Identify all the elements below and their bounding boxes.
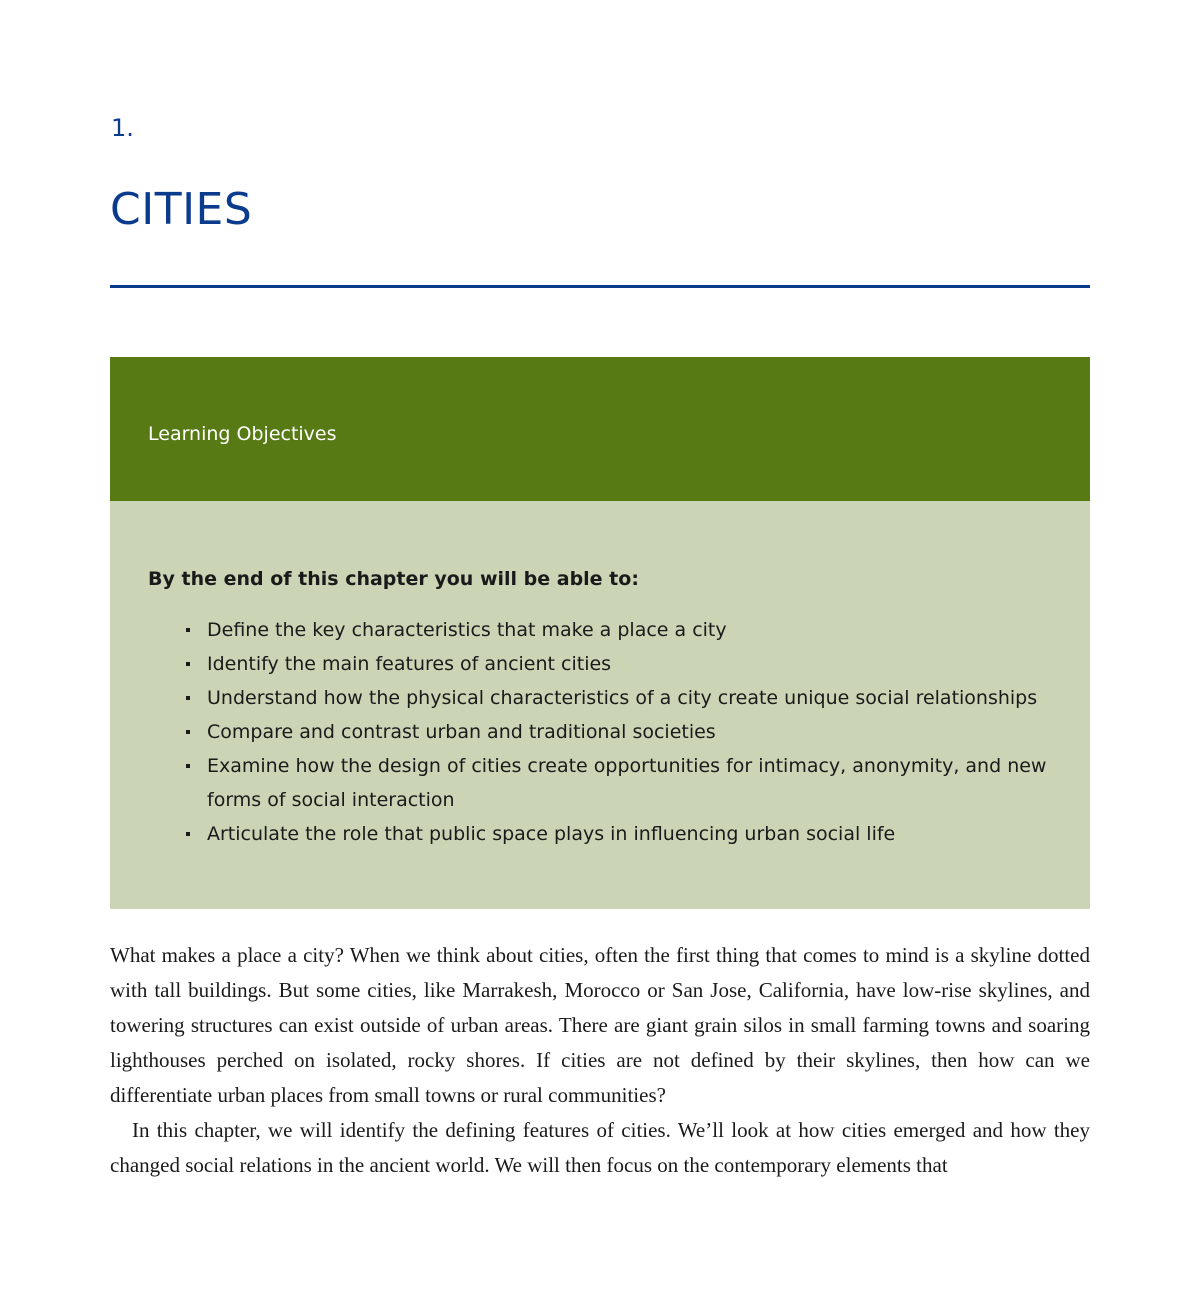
learning-objectives-title: Learning Objectives [148,423,337,445]
objective-item [168,817,1060,851]
objective-item [168,715,1060,749]
learning-objectives-box [110,357,1090,909]
title-divider [110,285,1090,288]
chapter-title: CITIES [110,184,253,235]
learning-objectives-header [110,357,1090,501]
bullet-icon [186,764,190,768]
objective-item [168,613,1060,647]
body-paragraph: In this chapter, we will identify the defining features of cities. We’ll look at how cities emerged and how they changed social relations in the ancient world. We will then focus on the contemporary elements that [110,1118,1090,1177]
objective-text: Examine how the design of cities create opportunities for intimacy, anonymity, and new forms of social interaction [207,755,1047,811]
chapter-body [110,938,1090,1183]
objective-text: Understand how the physical characteristics of a city create unique social relationships [207,687,1038,709]
bullet-icon [186,662,190,666]
objective-item [168,681,1060,715]
bullet-icon [186,696,190,700]
objective-text: Define the key characteristics that make a place a city [207,619,727,641]
objective-text: Compare and contrast urban and traditional societies [207,721,716,743]
bullet-icon [186,628,190,632]
bullet-icon [186,832,190,836]
learning-objectives-intro: By the end of this chapter you will be able to: [148,568,639,590]
objective-item [168,749,1060,817]
body-paragraph: What makes a place a city? When we think about cities, often the first thing that comes to mind is a skyline dotted with tall buildings. But some cities, like Marrakesh, Morocco or San Jose, California, have low-rise skylines, and towering structures can exist outside of urban areas. There are giant grain silos in small farming towns and soaring lighthouses perched on isolated, rocky shores. If cities are not defined by their skylines, then how can we differentiate urban places from small towns or rural communities? [110,943,1090,1107]
chapter-number: 1. [111,114,134,142]
learning-objectives-content [148,567,1060,851]
objective-text: Identify the main features of ancient cities [207,653,612,675]
bullet-icon [186,730,190,734]
objective-item [168,647,1060,681]
learning-objectives-list [148,613,1060,851]
objective-text: Articulate the role that public space plays in influencing urban social life [207,823,896,845]
